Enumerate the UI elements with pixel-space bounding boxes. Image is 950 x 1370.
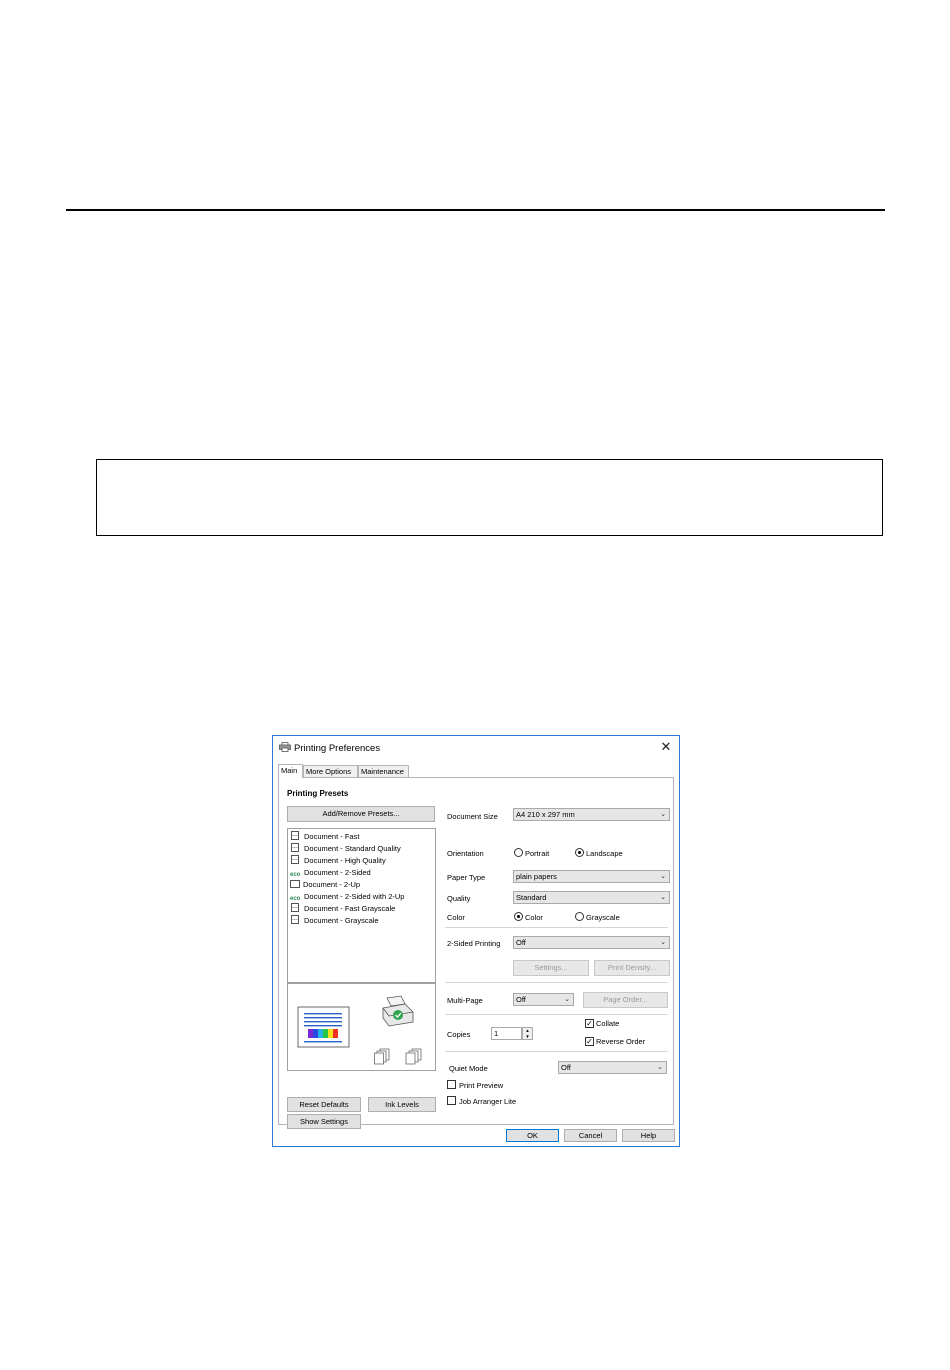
reset-defaults-button[interactable]: Reset Defaults — [287, 1097, 361, 1112]
printing-preferences-dialog — [272, 735, 680, 1147]
quality-select[interactable]: Standard ⌄ — [513, 891, 670, 904]
presets-list — [287, 828, 436, 983]
chevron-down-icon: ⌄ — [657, 1064, 663, 1071]
print-preview-checkbox[interactable] — [447, 1080, 456, 1089]
divider — [445, 982, 668, 983]
multi-page-label: Multi-Page — [447, 996, 483, 1005]
print-preview-pane — [287, 983, 436, 1071]
two-sided-settings-button[interactable]: Settings... — [513, 960, 589, 976]
divider — [445, 927, 668, 928]
reverse-order-checkbox[interactable]: ✓ — [586, 1037, 593, 1046]
job-arranger-label: Job Arranger Lite — [459, 1097, 517, 1106]
landscape-radio[interactable] — [575, 848, 584, 857]
grayscale-radio[interactable] — [575, 912, 584, 921]
list-item[interactable]: Document - Grayscale — [290, 915, 379, 927]
document-icon — [291, 843, 299, 852]
list-item[interactable]: Document - 2-Up — [290, 879, 360, 891]
copies-sheets-icon — [374, 1046, 430, 1066]
tab-main[interactable]: Main — [278, 764, 303, 778]
document-icon — [291, 903, 299, 912]
printer-image-icon — [381, 994, 415, 1028]
divider — [445, 1014, 668, 1015]
two-up-icon — [290, 880, 300, 888]
landscape-label: Landscape — [586, 849, 623, 858]
portrait-radio[interactable] — [514, 848, 523, 857]
add-remove-presets-button[interactable]: Add/Remove Presets... — [287, 806, 435, 822]
title-bar — [273, 736, 679, 760]
collate-label: Collate — [596, 1019, 620, 1028]
page-rule — [66, 209, 885, 211]
document-icon — [291, 915, 299, 924]
multi-page-select[interactable]: Off ⌄ — [513, 993, 574, 1006]
document-icon — [291, 831, 299, 840]
two-sided-label: 2-Sided Printing — [447, 939, 501, 948]
divider — [445, 1051, 668, 1052]
tab-maintenance[interactable]: Maintenance — [358, 765, 409, 777]
chevron-down-icon: ⌄ — [660, 894, 666, 901]
collate-checkbox[interactable]: ✓ — [586, 1019, 593, 1028]
print-density-button[interactable]: Print Density... — [594, 960, 670, 976]
paper-type-label: Paper Type — [447, 873, 486, 882]
eco-icon: eco — [290, 872, 301, 878]
portrait-label: Portrait — [525, 849, 550, 858]
dialog-title: Printing Preferences — [294, 743, 381, 754]
two-sided-select[interactable]: Off ⌄ — [513, 936, 670, 949]
list-item[interactable]: eco Document - 2-Sided — [290, 868, 371, 878]
list-item[interactable]: Document - High Quality — [290, 855, 386, 867]
close-icon[interactable]: ✕ — [660, 739, 672, 754]
eco-icon: eco — [290, 896, 301, 902]
print-preview-label: Print Preview — [459, 1081, 504, 1090]
chevron-down-icon: ⌄ — [660, 811, 666, 818]
copies-stepper[interactable]: ▲ ▼ — [522, 1027, 533, 1040]
paper-type-select[interactable]: plain papers ⌄ — [513, 870, 670, 883]
list-item[interactable]: Document - Fast — [290, 831, 359, 843]
quiet-mode-label: Quiet Mode — [449, 1064, 488, 1073]
ok-button[interactable]: OK — [506, 1129, 559, 1142]
show-settings-button[interactable]: Show Settings — [287, 1114, 361, 1129]
chevron-down-icon: ⌄ — [564, 996, 570, 1003]
chevron-down-icon: ⌄ — [660, 873, 666, 880]
list-item[interactable]: eco Document - 2-Sided with 2-Up — [290, 892, 405, 902]
printing-presets-heading: Printing Presets — [287, 789, 349, 798]
note-box — [96, 459, 883, 536]
grayscale-label: Grayscale — [586, 913, 620, 922]
list-item[interactable]: Document - Standard Quality — [290, 843, 401, 855]
ink-levels-button[interactable]: Ink Levels — [368, 1097, 436, 1112]
main-panel — [278, 777, 674, 1125]
copies-label: Copies — [447, 1030, 471, 1039]
quality-label: Quality — [447, 894, 471, 903]
document-size-label: Document Size — [447, 812, 498, 821]
job-arranger-checkbox[interactable] — [447, 1096, 456, 1105]
tab-more-options[interactable]: More Options — [303, 765, 358, 777]
quiet-mode-select[interactable]: Off ⌄ — [558, 1061, 667, 1074]
help-button[interactable]: Help — [622, 1129, 675, 1142]
color-label: Color — [447, 913, 465, 922]
copies-input[interactable]: 1 — [491, 1027, 522, 1040]
printer-icon — [279, 742, 291, 752]
page-order-button[interactable]: Page Order... — [583, 992, 668, 1008]
reverse-order-label: Reverse Order — [596, 1037, 646, 1046]
color-radio[interactable] — [514, 912, 523, 921]
color-option-label: Color — [525, 913, 543, 922]
chevron-down-icon: ⌄ — [660, 939, 666, 946]
cancel-button[interactable]: Cancel — [564, 1129, 617, 1142]
document-size-select[interactable]: A4 210 x 297 mm ⌄ — [513, 808, 670, 821]
orientation-label: Orientation — [447, 849, 484, 858]
document-icon — [291, 855, 299, 864]
list-item[interactable]: Document - Fast Grayscale — [290, 903, 395, 915]
